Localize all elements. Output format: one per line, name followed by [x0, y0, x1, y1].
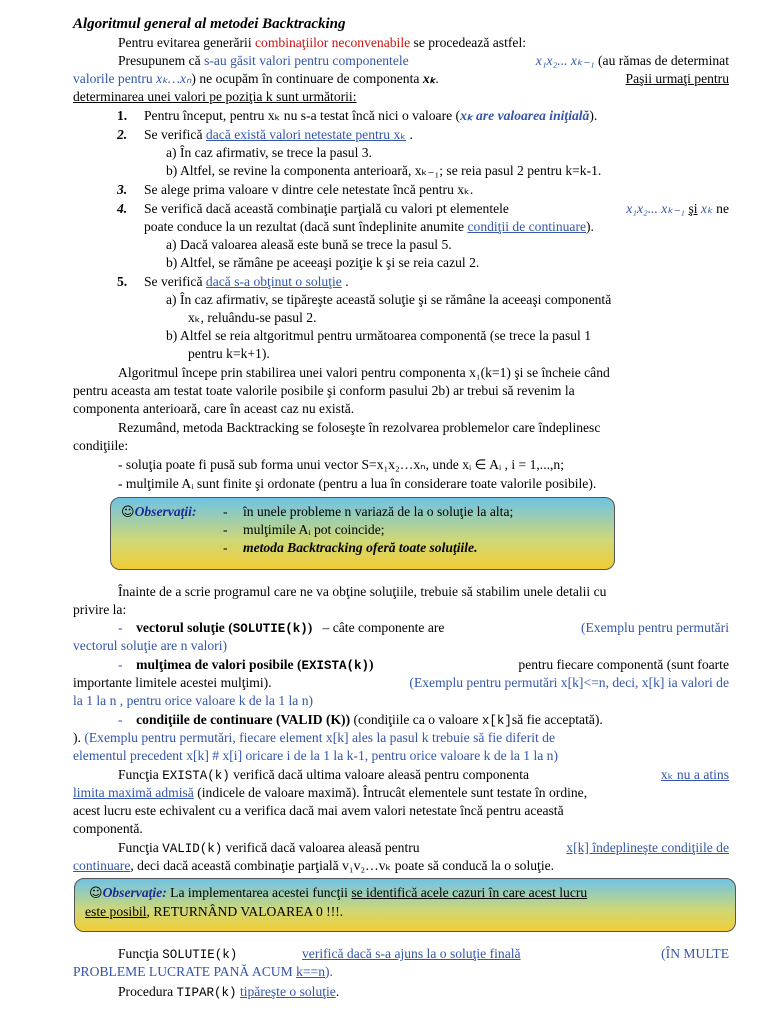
exista-line-3: acest lucru este echivalent cu a verifica dacă mai avem valori netestate încă pentru această — [73, 803, 564, 818]
obs-box2-line-1: ☺Observaţie: La implementarea acestei funcţii se identifică acele cazuri în care acest lucru — [89, 885, 588, 901]
vector-solution-line: - vectorul soluţie (SOLUTIE(k)) – câte componente are — [118, 620, 445, 636]
intro-line-1: Pentru evitarea generării combinaţiilor neconvenabile se procedează astfel: — [118, 35, 526, 50]
exista-line-1: Funcţia EXISTA(k) verifică dacă ultima valoare aleasă pentru componenta — [118, 767, 529, 783]
obs-box1-dash-2: - — [223, 522, 228, 537]
obs-box1-dash-1: - — [223, 504, 228, 519]
valid-line-1: Funcţia VALID(k) verifică dacă valoarea aleasă pentru — [118, 840, 420, 856]
step-2b: b) Altfel, se revine la componenta anterioară, xₖ₋₁; se reia pasul 2 pentru k=k-1. — [166, 163, 602, 178]
step-3-number: 3. — [117, 182, 128, 197]
step-1-number: 1. — [117, 108, 128, 123]
step-1-text: Pentru început, pentru xₖ nu s-a testat încă nici o valoare (xₖ are valoarea iniţială). — [144, 108, 598, 123]
valid-link: x[k] îndeplineşte condiţiile de — [566, 840, 729, 855]
obs-box1-header: ☺Observaţii: — [121, 504, 197, 520]
solutie-note: (ÎN MULTE — [661, 946, 729, 961]
continuation-example-line-2: elementul precedent x[k] # x[i] oricare i de la 1 la k-1, pentru orice valoare k de la 1 la n) — [73, 748, 559, 763]
obs-box1-item-1: în unele probleme n variază de la o soluţie la alta; — [243, 504, 514, 519]
possible-values-line: - mulţimea de valori posibile (EXISTA(k)) — [118, 657, 374, 673]
observation-box — [74, 878, 736, 932]
step-4-text-2: poate conduce la un rezultat (dacă sunt îndeplinite anumite condiţii de continuare). — [144, 219, 594, 234]
step-2a: a) În caz afirmativ, se trece la pasul 3. — [166, 145, 372, 160]
para3-line-1: Înainte de a scrie programul care ne va obţine soluţiile, trebuie să stabilim unele detalii cu — [118, 584, 607, 599]
solutie-line-1: Funcţia SOLUTIE(k) — [118, 946, 238, 962]
solutie-line-2: PROBLEME LUCRATE PANĂ ACUM k==n). — [73, 964, 333, 979]
step-2-number: 2. — [117, 127, 128, 142]
step-5-text: Se verifică dacă s-a obţinut o soluţie . — [144, 274, 349, 289]
intro-line-2-right: x₁x₂... xₖ₋₁ (au rămas de determinat — [535, 53, 729, 68]
continuation-example-line: ). (Exemplu pentru permutări, fiecare element x[k] ales la pasul k trebuie să fie diferit de — [73, 730, 556, 745]
vector-solution-example-2: vectorul soluţie are n valori) — [73, 638, 228, 653]
tipar-line: Procedura TIPAR(k) tipăreşte o soluţie. — [118, 984, 340, 1000]
intro-line-3-right: Paşii urmaţi pentru — [625, 71, 729, 86]
obs-box1-item-3: metoda Backtracking oferă toate soluţiile. — [243, 540, 478, 555]
step-2-text: Se verifică dacă există valori netestate pentru xₖ . — [144, 127, 413, 142]
smiley-icon: ☺ — [89, 886, 103, 901]
exista-line-4: componentă. — [73, 821, 143, 836]
possible-values-example: (Exemplu pentru permutări x[k]<=n, deci, x[k] ia valori de — [409, 675, 729, 690]
para2-bullet-1: - soluţia poate fi pusă sub forma unui vector S=x₁x₂…xₙ, unde xᵢ ∈ Aᵢ , i = 1,...,n; — [118, 457, 564, 472]
step-4a: a) Dacă valoarea aleasă este bună se trece la pasul 5. — [166, 237, 452, 252]
para1-line-1: Algoritmul începe prin stabilirea unei valori pentru componenta x₁(k=1) şi se încheie când — [118, 365, 610, 380]
obs-box2-line-2: este posibil, RETURNÂND VALOAREA 0 !!!. — [85, 904, 344, 919]
intro-line-4: determinarea unei valori pe poziţia k sunt următorii: — [73, 89, 357, 104]
step-4-number: 4. — [117, 201, 128, 216]
step-4b: b) Altfel, se rămâne pe aceeaşi poziţie k şi se reia cazul 2. — [166, 255, 480, 270]
obs-box1-dash-3: - — [223, 540, 228, 555]
para2-bullet-2: - mulţimile Aᵢ sunt finite şi ordonate (pentru a lua în considerare toate valorile posibile). — [118, 476, 597, 491]
step-5a-line-1: a) În caz afirmativ, se tipăreşte această soluţie şi se rămâne la aceeaşi componentă — [166, 292, 612, 307]
page-title: Algoritmul general al metodei Backtracking — [73, 16, 346, 32]
exista-line-2: limita maximă admisă (indicele de valoare maximă). Întrucât elementele sunt testate în ordine, — [73, 785, 588, 800]
possible-values-example-2: la 1 la n , pentru orice valoare k de la 1 la n) — [73, 693, 314, 708]
step-5a-line-2: xₖ, reluându-se pasul 2. — [188, 310, 317, 325]
para1-line-2: pentru aceasta am testat toate valorile posibile şi conform pasului 2b) ar trebui să revenim la — [73, 383, 575, 398]
vector-solution-example: (Exemplu pentru permutări — [581, 620, 729, 635]
para2-line-1: Rezumând, metoda Backtracking se foloseşte în rezolvarea problemelor care îndeplinesc — [118, 420, 601, 435]
smiley-icon: ☺ — [121, 505, 135, 520]
possible-values-rest: pentru fiecare componentă (sunt foarte — [518, 657, 729, 672]
para1-line-3: componenta anterioară, care în aceast caz nu există. — [73, 401, 355, 416]
step-3-text: Se alege prima valoare v dintre cele netestate încă pentru xₖ. — [144, 182, 474, 197]
possible-values-line-2: importante limitele acestei mulţimi). — [73, 675, 272, 690]
para3-line-2: privire la: — [73, 602, 127, 617]
intro-line-3-left: valorile pentru xₖ…xₙ) ne ocupăm în continuare de componenta xₖ. — [73, 71, 439, 86]
valid-line-2: continuare, deci dacă această combinaţie parţială v₁v₂…vₖ poate să conducă la o soluţie. — [73, 858, 555, 873]
solutie-link: verifică dacă s-a ajuns la o soluţie finală — [302, 946, 521, 961]
observations-box — [110, 497, 615, 570]
step-4-text-right: x₁x₂... xₖ₋₁ şi xₖ ne — [626, 201, 729, 216]
step-5-number: 5. — [117, 274, 128, 289]
para2-line-2: condiţiile: — [73, 438, 129, 453]
obs-box1-item-2: mulţimile Aᵢ pot coincide; — [243, 522, 385, 537]
exista-link: xₖ nu a atins — [660, 767, 729, 782]
intro-line-2-left: Presupunem că s-au găsit valori pentru componentele — [118, 53, 409, 68]
step-5b-line-2: pentru k=k+1). — [188, 346, 270, 361]
continuation-conditions-line: - condiţiile de continuare (VALID (K)) (condiţiile ca o valoare x[k]să fie acceptată). — [118, 712, 603, 728]
step-5b-line-1: b) Altfel se reia altgoritmul pentru următoarea componentă (se trece la pasul 1 — [166, 328, 592, 343]
step-4-text-left: Se verifică dacă această combinaţie parţială cu valori pt elementele — [144, 201, 509, 216]
